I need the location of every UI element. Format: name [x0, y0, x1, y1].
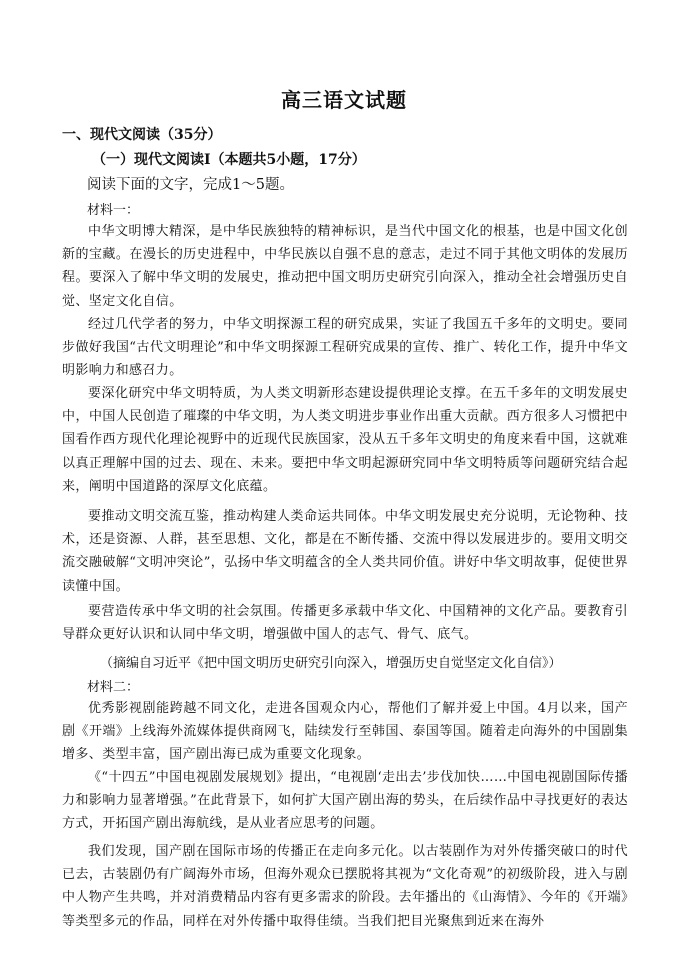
material1-paragraph-5: 要营造传承中华文明的社会氛围。传播更多承载中华文化、中国精神的文化产品。要教育引导群众更好认识和认同中华文明，增强做中国人的志气、骨气、底气。: [62, 604, 628, 643]
instruction-text: 阅读下面的文字，完成1～5题。: [87, 177, 294, 193]
material1-label: 材料一：: [87, 203, 140, 218]
material1-source: （摘编自习近平《把中国文明历史研究引向深入，增强历史自觉坚定文化自信》）: [100, 656, 562, 671]
material2-paragraph-2: 《“十四五”中国电视剧发展规划》提出，“电视剧‘走出去’步伐加快……中国电视剧国际传播力和影响力显著增强。”在此背景下，如何扩大国产剧出海的势头，在后续作品中寻找更好的表达方式，开拓国产剧出海航线，是从业者应思考的问题。: [62, 770, 628, 832]
material1-paragraph-4: 要推动文明交流互鉴，推动构建人类命运共同体。中华文明发展史充分说明，无论物种、技术，还是资源、人群，甚至思想、文化，都是在不断传播、交流中得以发展进步的。要用文明交流交融破解“文明冲突论”，弘扬中华文明蕴含的全人类共同价值。讲好中华文明故事，促使世界读懂中国。: [62, 509, 628, 594]
section-heading: 一、现代文阅读（35分）: [62, 127, 222, 143]
material1-paragraph-3: 要深化研究中华文明特质，为人类文明新形态建设提供理论支撑。在五千多年的文明发展史中，中国人民创造了璀璨的中华文明，为人类文明进步事业作出重大贡献。西方很多人习惯把中国看作西方现代化理论视野中的近现代民族国家，没从五千多年文明史的角度来看中国，这就难以真正理解中国的过去、现在、未来。要把中华文明起源研究同中华文明特质等问题研究结合起来，阐明中国道路的深厚文化底蕴。: [62, 386, 628, 494]
material2-paragraph-3: 我们发现，国产剧在国际市场的传播正在走向多元化。以古装剧作为对外传播突破口的时代已去，古装剧仍有广阔海外市场，但海外观众已摆脱将其视为“文化奇观”的初级阶段，进入与剧中人物产生共鸣，并对消费精品内容有更多需求的阶段。去年播出的《山海情》、今年的《开端》等类型多元的作品，同样在对外传播中取得佳绩。当我们把目光聚焦到近来在海外: [62, 844, 628, 929]
material2-label: 材料二：: [87, 680, 140, 695]
page-title: 高三语文试题: [281, 88, 407, 112]
material1-paragraph-1: 中华文明博大精深，是中华民族独特的精神标识，是当代中国文化的根基，也是中国文化创新的宝藏。在漫长的历史进程中，中华民族以自强不息的意志，走过不同于其他文明体的发展历程。要深入了解中华文明的发展史，推动把中国文明历史研究引向深入，推动全社会增强历史自觉、坚定文化自信。: [62, 224, 628, 309]
material1-paragraph-2: 经过几代学者的努力，中华文明探源工程的研究成果，实证了我国五千多年的文明史。要同步做好我国“古代文明理论”和中华文明探源工程研究成果的宣传、推广、转化工作，提升中华文明影响力和感召力。: [62, 317, 628, 379]
material2-paragraph-1: 优秀影视剧能跨越不同文化，走进各国观众内心，帮他们了解并爱上中国。4月以来，国产剧《开端》上线海外流媒体提供商网飞，陆续发行至韩国、泰国等国。随着走向海外的中国剧集增多、类型丰富，国产剧出海已成为重要文化现象。: [62, 701, 628, 763]
sub-heading: （一）现代文阅读Ⅰ（本题共5小题，17分）: [92, 152, 366, 168]
